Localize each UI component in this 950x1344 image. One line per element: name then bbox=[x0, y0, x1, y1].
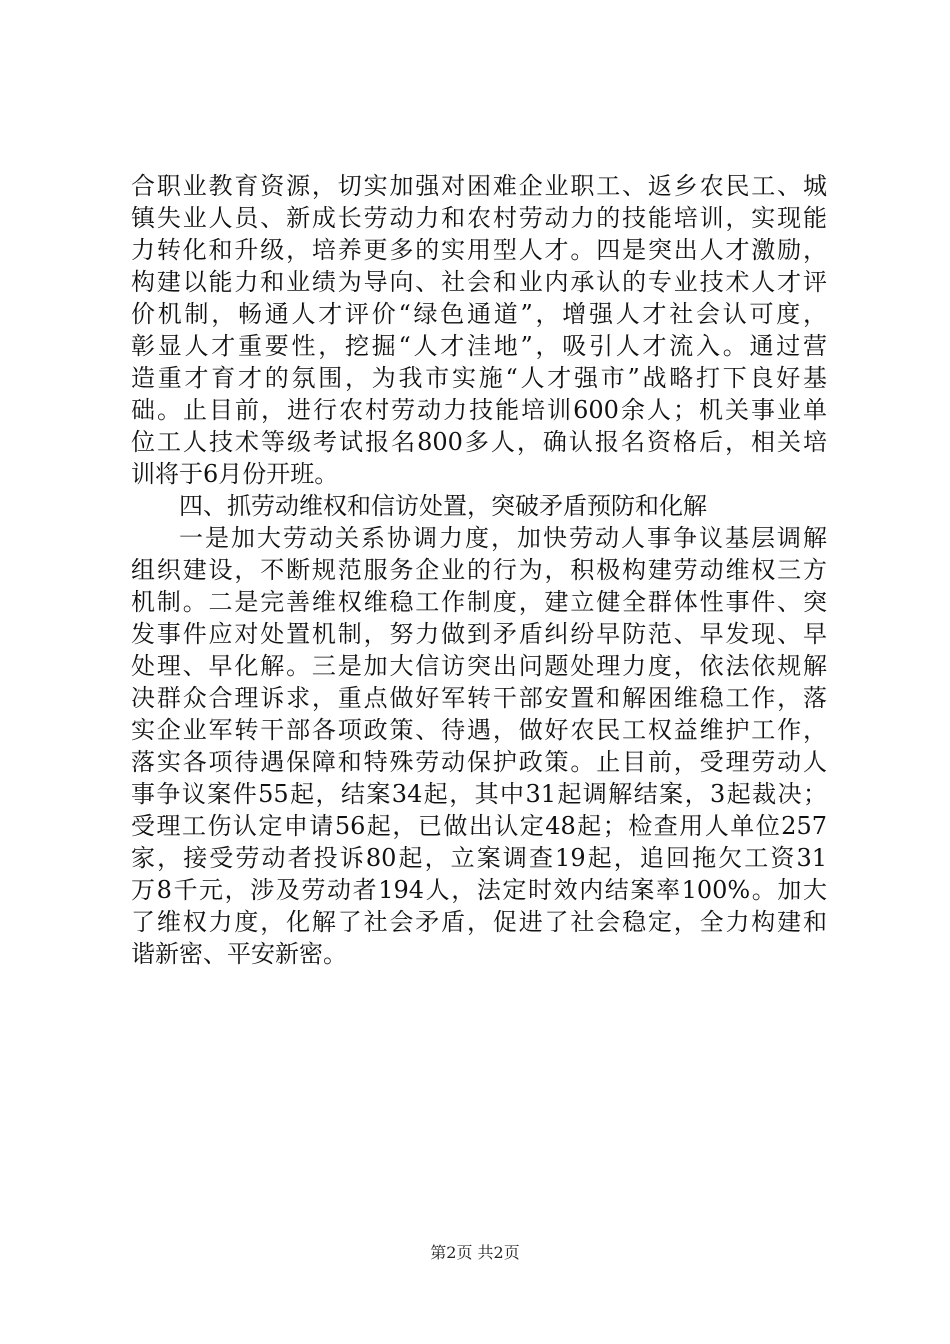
text-line: 位工人技术等级考试报名800多人，确认报名资格后，相关培 bbox=[131, 428, 827, 456]
page-footer: 第2页 共2页 bbox=[430, 1243, 520, 1262]
text-line: 了维权力度，化解了社会矛盾，促进了社会稳定，全力构建和 bbox=[131, 908, 827, 936]
text-line: 镇失业人员、新成长劳动力和农村劳动力的技能培训，实现能 bbox=[131, 204, 827, 232]
document-body bbox=[131, 170, 827, 970]
text-line: 决群众合理诉求，重点做好军转干部安置和解困维稳工作，落 bbox=[131, 684, 827, 712]
text-line: 彰显人才重要性，挖掘“人才洼地”，吸引人才流入。通过营 bbox=[131, 332, 827, 360]
text-line: 一是加大劳动关系协调力度，加快劳动人事争议基层调解 bbox=[179, 524, 827, 552]
paragraph-p2 bbox=[131, 522, 827, 970]
text-line: 价机制，畅通人才评价“绿色通道”，增强人才社会认可度， bbox=[131, 300, 827, 328]
text-line: 训将于6月份开班。 bbox=[131, 460, 339, 488]
text-line: 处理、早化解。三是加大信访突出问题处理力度，依法依规解 bbox=[131, 652, 827, 680]
text-line: 落实各项待遇保障和特殊劳动保护政策。止目前，受理劳动人 bbox=[131, 748, 827, 776]
text-line: 万8千元，涉及劳动者194人，法定时效内结案率100%。加大 bbox=[131, 876, 827, 904]
text-line: 合职业教育资源，切实加强对困难企业职工、返乡农民工、城 bbox=[131, 172, 827, 200]
text-line: 事争议案件55起，结案34起，其中31起调解结案，3起裁决； bbox=[131, 780, 827, 808]
text-line: 造重才育才的氛围，为我市实施“人才强市”战略打下良好基 bbox=[131, 364, 827, 392]
text-line: 础。止目前，进行农村劳动力技能培训600余人；机关事业单 bbox=[131, 396, 827, 424]
text-line: 受理工伤认定申请56起，已做出认定48起；检查用人单位257 bbox=[131, 812, 827, 840]
text-line: 机制。二是完善维权维稳工作制度，建立健全群体性事件、突 bbox=[131, 588, 827, 616]
text-line: 构建以能力和业绩为导向、社会和业内承认的专业技术人才评 bbox=[131, 268, 827, 296]
text-line: 力转化和升级，培养更多的实用型人才。四是突出人才激励， bbox=[131, 236, 827, 264]
heading-line: 四、抓劳动维权和信访处置，突破矛盾预防和化解 bbox=[179, 492, 707, 520]
paragraph-p1 bbox=[131, 170, 827, 490]
text-line: 实企业军转干部各项政策、待遇，做好农民工权益维护工作， bbox=[131, 716, 827, 744]
section-heading-4 bbox=[131, 490, 827, 522]
text-line: 家，接受劳动者投诉80起，立案调查19起，追回拖欠工资31 bbox=[131, 844, 827, 872]
text-line: 谐新密、平安新密。 bbox=[131, 940, 347, 968]
text-line: 发事件应对处置机制，努力做到矛盾纠纷早防范、早发现、早 bbox=[131, 620, 827, 648]
text-line: 组织建设，不断规范服务企业的行为，积极构建劳动维权三方 bbox=[131, 556, 827, 584]
